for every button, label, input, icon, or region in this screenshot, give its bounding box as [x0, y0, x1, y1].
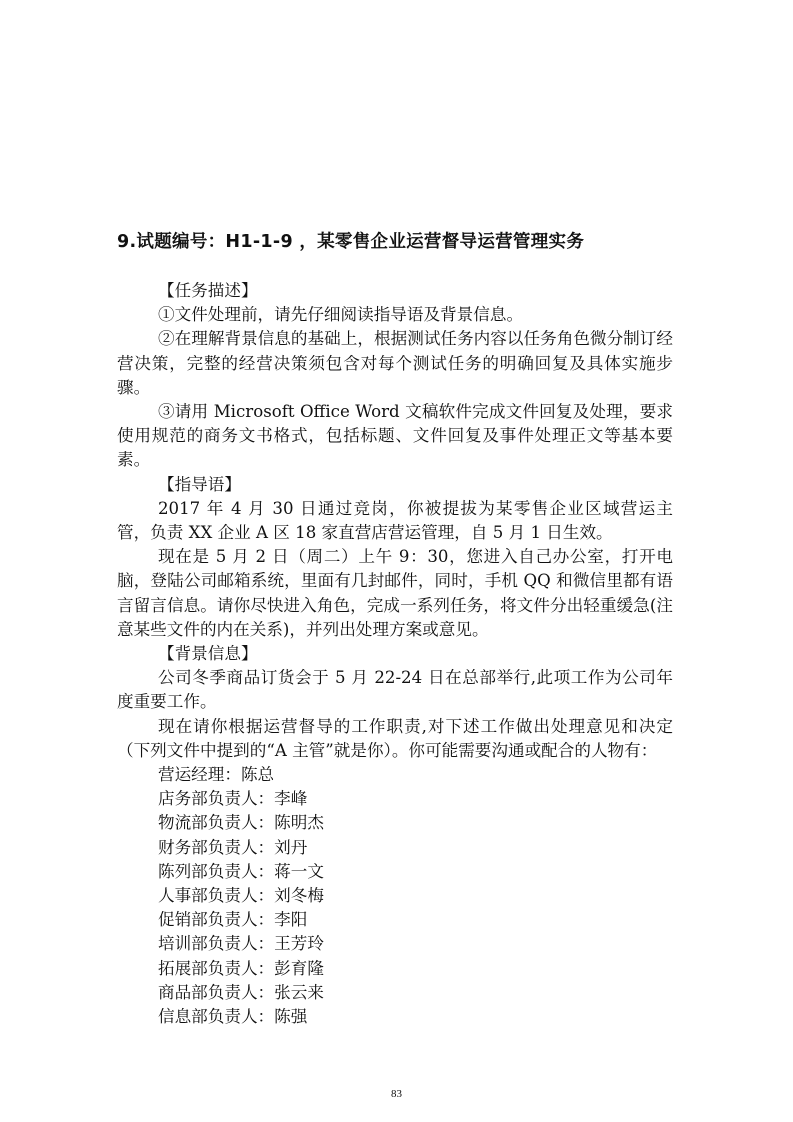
paragraph: 【任务描述】	[158, 281, 258, 300]
paragraph: 营运经理：陈总	[158, 765, 275, 785]
paragraph: 现在请你根据运营督导的工作职责,对下述工作做出处理意见和决定（下列文件中提到的“A 主管”就是你）。你可能需要沟通或配合的人物有：	[117, 716, 673, 760]
page-number: 83	[391, 1088, 402, 1100]
paragraph: 2017 年 4 月 30 日通过竞岗，你被提拔为某零售企业区域营运主管，负责 XX 企业 A 区 18 家直营店营运管理，自 5 月 1 日生效。	[117, 498, 673, 543]
paragraph: 【指导语】	[158, 474, 241, 494]
paragraph: ②在理解背景信息的基础上，根据测试任务内容以任务角色微分制订经营决策，完整的经营决策须包含对每个测试任务的明确回复及具体实施步骤。	[117, 329, 673, 397]
paragraph: 陈列部负责人：蒋一文	[158, 861, 324, 881]
paragraph: 人事部负责人：刘冬梅	[158, 886, 324, 906]
paragraph: 物流部负责人：陈明杰	[158, 813, 324, 833]
paragraph: 现在是 5 月 2 日（周二）上午 9：30，您进入自己办公室，打开电脑，登陆公司邮箱系统，里面有几封邮件，同时，手机 QQ 和微信里都有语言留言信息。请你尽快进入角色，完成一系列任务，将文件分出轻重缓急(注意某些文件的内在关系)，并列出处理方案或意见。	[117, 547, 673, 639]
paragraph: 培训部负责人：王芳玲	[158, 934, 324, 954]
paragraph: 拓展部负责人：彭育隆	[158, 958, 324, 978]
paragraph: 店务部负责人：李峰	[158, 789, 308, 809]
paragraph: 财务部负责人：刘丹	[158, 837, 308, 857]
paragraph: 【背景信息】	[158, 644, 258, 664]
paragraph: 促销部负责人：李阳	[158, 910, 308, 930]
paragraph: 商品部负责人：张云来	[158, 982, 324, 1002]
paragraph: 公司冬季商品订货会于 5 月 22-24 日在总部举行,此项工作为公司年度重要工作。	[117, 668, 673, 712]
paragraph: ①文件处理前，请先仔细阅读指导语及背景信息。	[158, 305, 524, 325]
paragraph: 信息部负责人：陈强	[158, 1007, 308, 1027]
document-title: 9.试题编号：H1-1-9 ，某零售企业运营督导运营管理实务	[117, 232, 585, 252]
document-body	[117, 279, 673, 1029]
paragraph: ③请用 Microsoft Office Word 文稿软件完成文件回复及处理，要求使用规范的商务文书格式，包括标题、文件回复及事件处理正文等基本要素。	[117, 402, 673, 470]
